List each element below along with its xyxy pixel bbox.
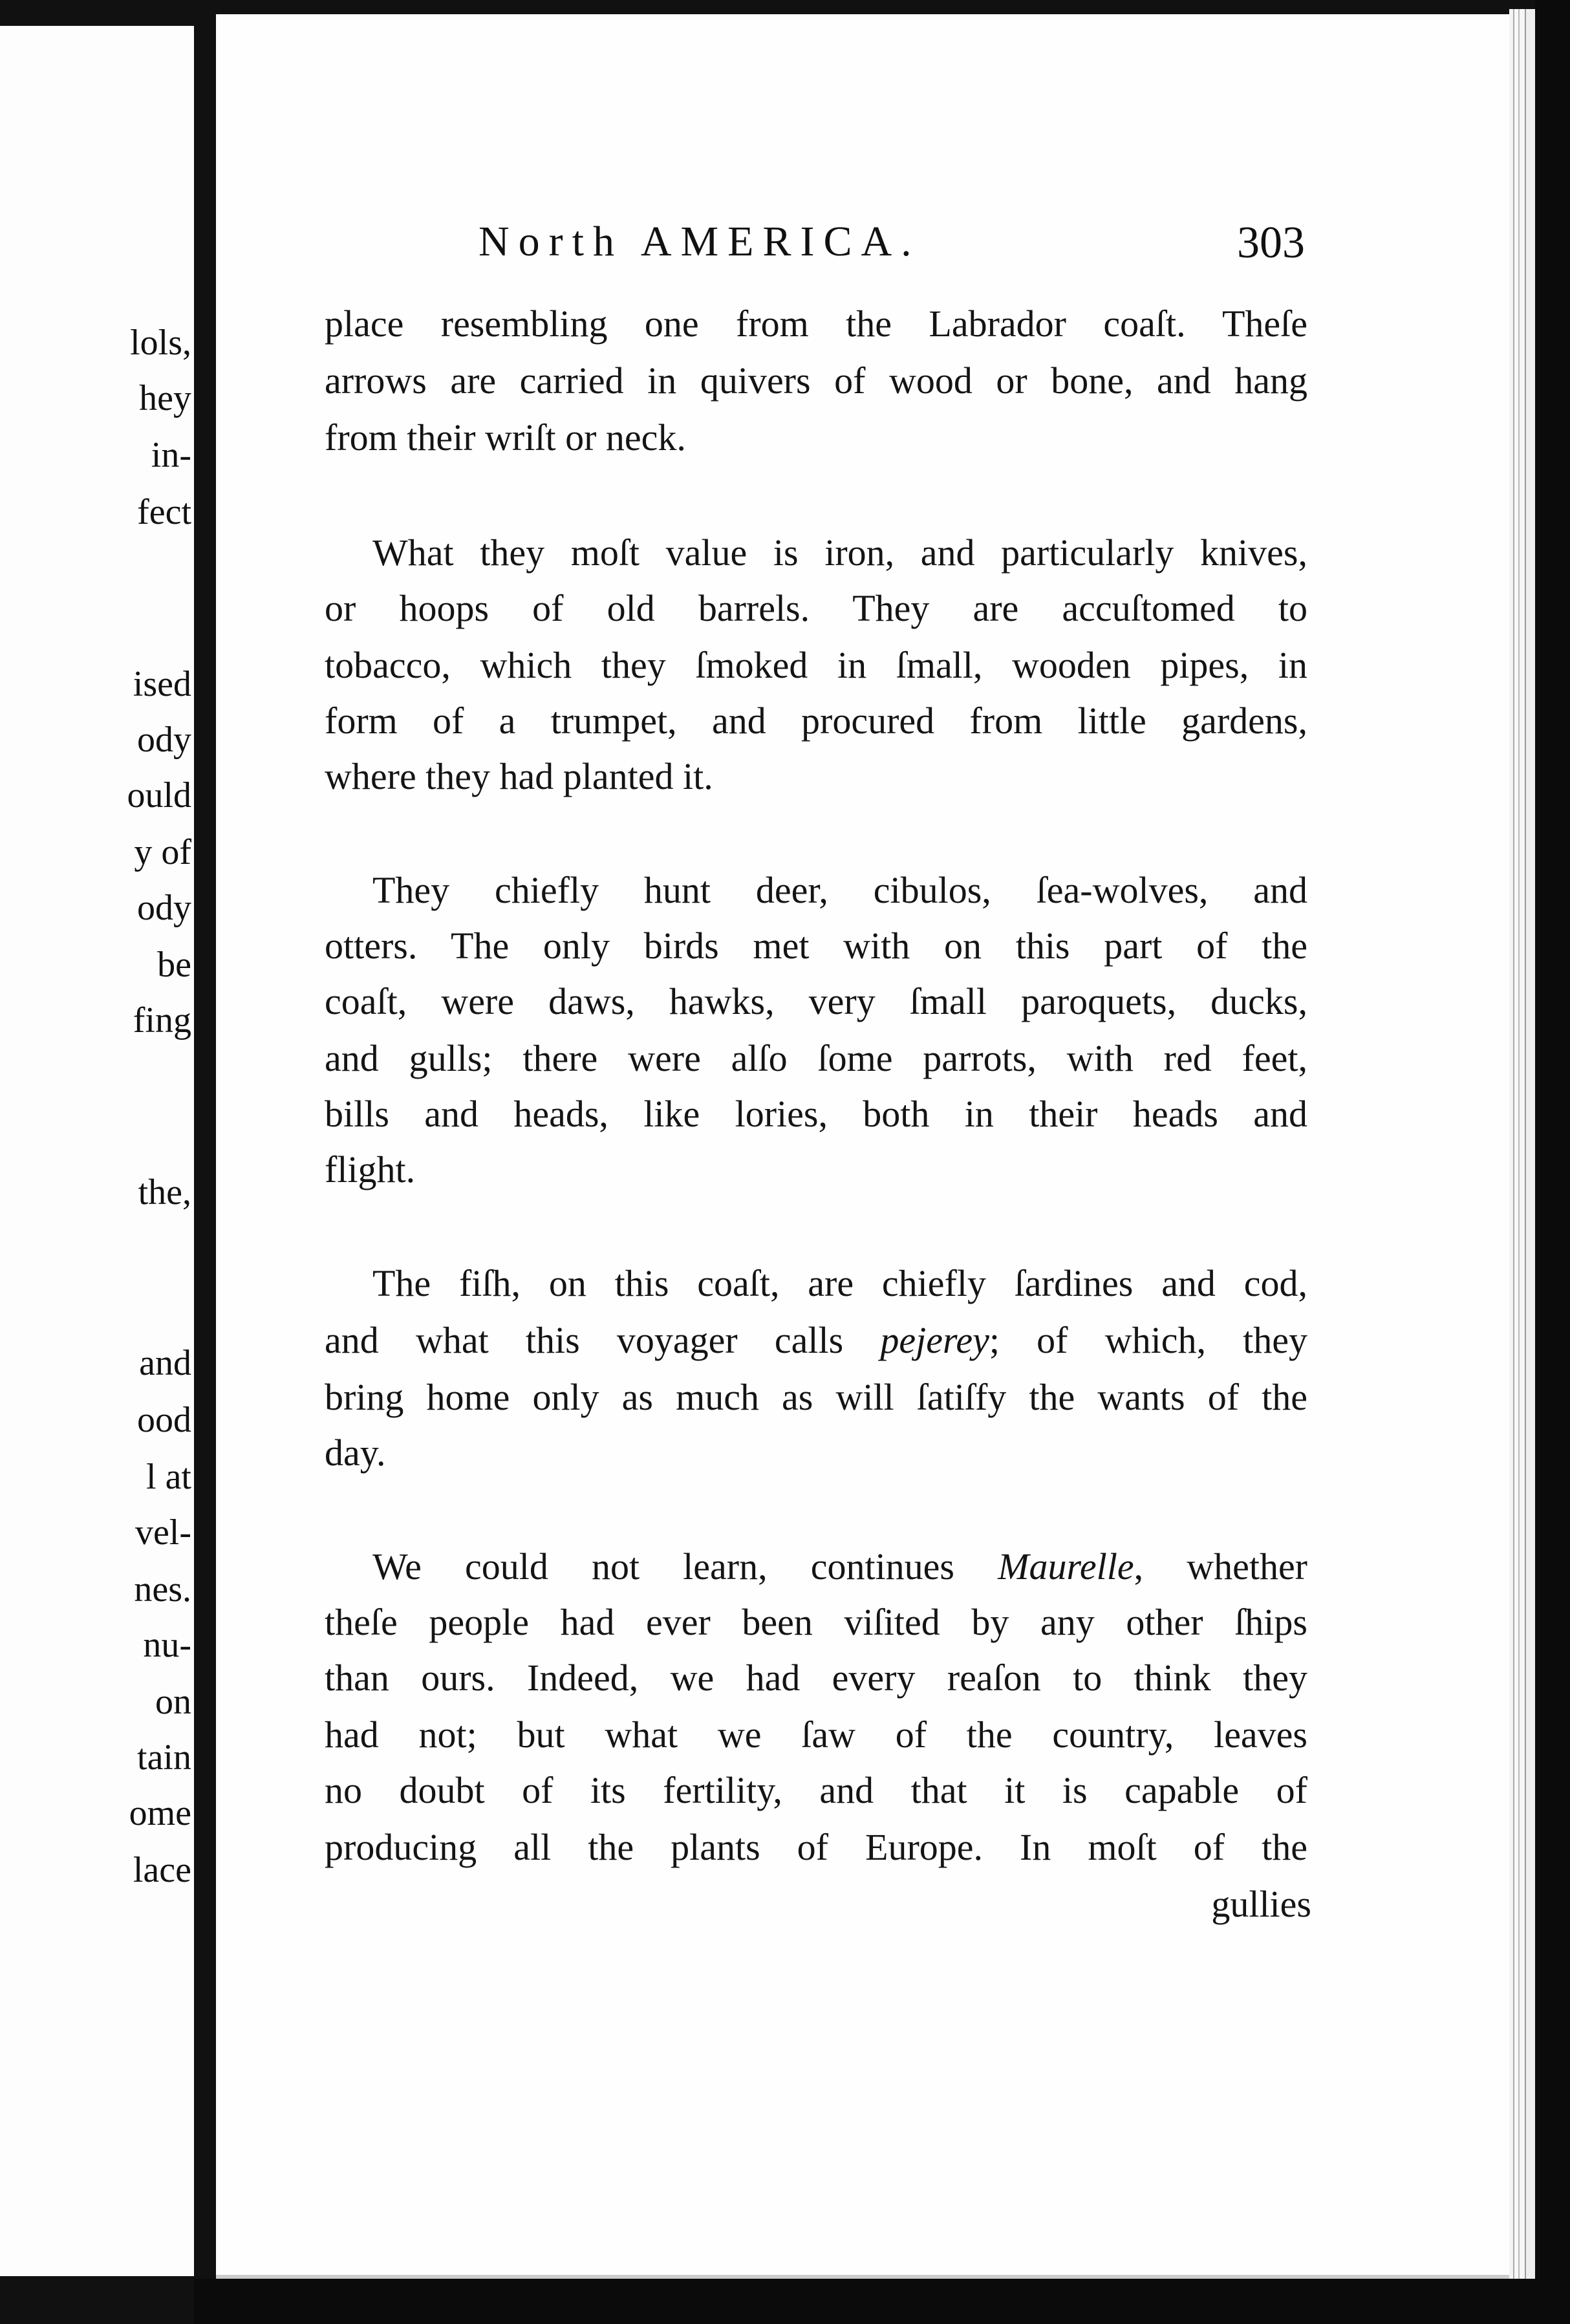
scan-background-right [1535,0,1570,2324]
text-line: place resembling one from the Labrador coaſt. Theſe [325,303,1307,345]
text-segment: and what this voyager calls [325,1319,881,1361]
text-line: flight. [325,1148,416,1190]
catchword: gullies [1211,1883,1311,1925]
book-gutter [194,0,216,2324]
scan-background-bottom [194,2279,1570,2324]
text-line: or hoops of old barrels. They are accuſtomed to [325,587,1307,629]
text-line: than ours. Indeed, we had every reaſon to think they [325,1657,1307,1699]
page-header [265,202,1319,273]
book-page [216,14,1509,2279]
previous-page-line: the, [138,1172,191,1212]
previous-page-line: ould [127,775,191,815]
text-line: no doubt of its fertility, and that it is capable of [325,1769,1307,1811]
text-segment: , whether [1134,1545,1307,1587]
text-line: producing all the plants of Europe. In moſt of the [325,1826,1307,1868]
text-segment: We could not learn, continues [372,1545,998,1587]
text-line [325,1319,1307,1362]
previous-page-line: vel- [134,1512,191,1553]
page-number: 303 [1237,218,1305,268]
text-line: bills and heads, like lories, both in their heads and [325,1093,1307,1135]
text-line: bring home only as much as will ſatiſfy the wants of the [325,1376,1307,1418]
text-segment: ; of which, they [989,1319,1307,1361]
previous-page-line: fing [133,1000,191,1040]
text-line: day. [325,1432,386,1474]
previous-page-line: ody [137,888,191,928]
previous-page-line: ome [129,1793,191,1833]
text-line: arrows are carried in quivers of wood or bone, and hang [325,360,1307,402]
running-title: North AMERICA. [479,218,921,265]
previous-page-line: lace [133,1850,191,1890]
italic-term: pejerey [880,1319,989,1361]
page-edges [1509,9,1535,2279]
text-line: The fiſh, on this coaſt, are chiefly ſardines and cod, [372,1262,1307,1304]
text-line: from their wriſt or neck. [325,416,686,458]
text-line [325,1545,1307,1588]
text-line: coaſt, were daws, hawks, very ſmall paroquets, ducks, [325,980,1307,1022]
previous-page-line: ised [133,664,191,704]
text-line: They chiefly hunt deer, cibulos, ſea-wolves, and [372,869,1307,911]
text-line: where they had planted it. [325,755,713,797]
text-line: form of a trumpet, and procured from little gardens, [325,700,1307,742]
text-line: otters. The only birds met with on this part of the [325,925,1307,967]
previous-page-line: hey [139,378,191,418]
text-line: and gulls; there were alſo ſome parrots, with red feet, [325,1037,1307,1079]
previous-page-line: nu- [143,1625,191,1665]
previous-page-line: lols, [130,323,191,363]
previous-page-line: tain [137,1738,191,1778]
previous-page-line: be [157,945,191,985]
text-line: tobacco, which they ſmoked in ſmall, wooden pipes, in [325,644,1307,686]
previous-page-line: l at [146,1457,191,1497]
italic-term: Maurelle [998,1545,1134,1587]
text-line: What they moſt value is iron, and particularly knives, [372,532,1307,574]
previous-page-line: and [139,1343,191,1383]
previous-page-line: nes. [134,1569,191,1609]
previous-page-line: fect [137,492,191,532]
text-line: had not; but what we ſaw of the country, leaves [325,1714,1307,1756]
previous-page-line: in- [151,435,191,475]
previous-page-line: ody [137,720,191,760]
previous-page-line: ood [137,1400,191,1440]
previous-page-line: on [155,1682,191,1722]
previous-page-line: y of [134,832,191,872]
previous-page [0,26,194,2276]
text-line: theſe people had ever been viſited by any other ſhips [325,1601,1307,1643]
